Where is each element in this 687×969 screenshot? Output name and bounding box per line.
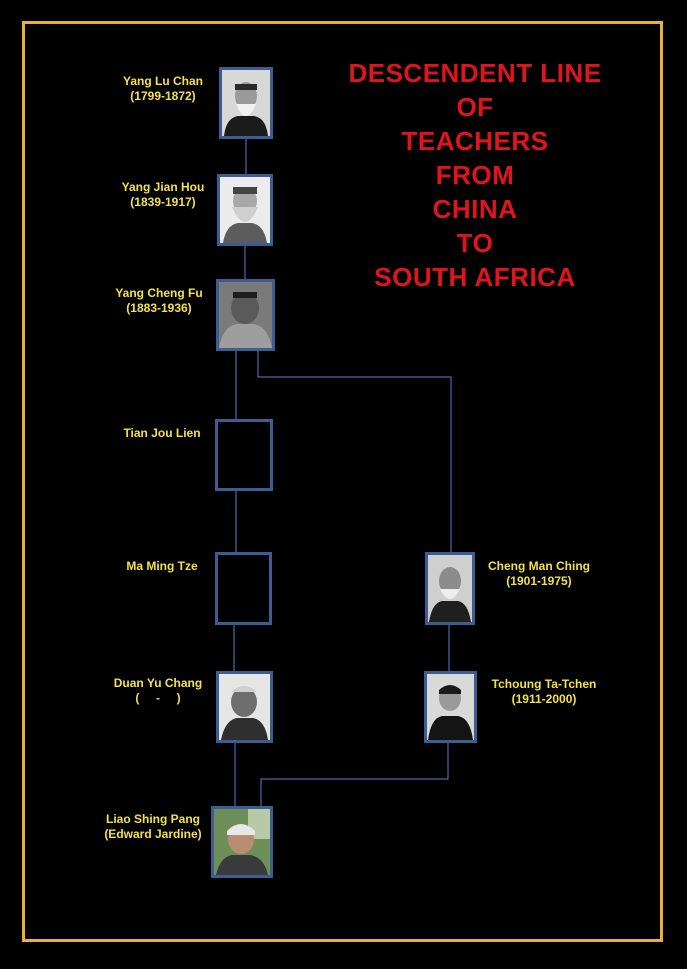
teacher-dates: (1799-1872) bbox=[130, 89, 196, 103]
teacher-label-yang-lu-chan bbox=[106, 74, 220, 104]
portrait-liao-shing-pang bbox=[211, 806, 273, 878]
teacher-name: Yang Lu Chan bbox=[122, 74, 203, 88]
teacher-name: Tian Jou Lien bbox=[123, 426, 201, 440]
teacher-dates: (1839-1917) bbox=[130, 195, 196, 209]
portrait-duan-yu-chang bbox=[216, 671, 273, 743]
teacher-label-yang-cheng-fu bbox=[106, 286, 212, 316]
teacher-label-duan-yu-chang bbox=[106, 676, 210, 706]
teacher-label-yang-jian-hou bbox=[106, 180, 220, 210]
portrait-photo-icon bbox=[427, 674, 474, 740]
portrait-tchoung-ta-tchen bbox=[424, 671, 477, 743]
teacher-name: Tchoung Ta-Tchen bbox=[491, 677, 597, 691]
title-line: SOUTH AFRICA bbox=[374, 262, 576, 292]
portrait-yang-jian-hou bbox=[217, 174, 273, 246]
portrait-photo-icon bbox=[214, 809, 270, 875]
portrait-photo-icon bbox=[222, 70, 270, 136]
teacher-dates: (1883-1936) bbox=[126, 301, 192, 315]
portrait-photo-icon bbox=[220, 177, 270, 243]
teacher-name: Cheng Man Ching bbox=[488, 559, 590, 573]
diagram-title bbox=[310, 56, 640, 294]
teacher-dates: (1901-1975) bbox=[506, 574, 572, 588]
title-line: TO bbox=[456, 228, 494, 258]
portrait-photo-icon bbox=[428, 555, 472, 622]
title-line: CHINA bbox=[432, 194, 518, 224]
teacher-label-liao-shing-pang bbox=[96, 812, 210, 842]
teacher-label-tchoung-ta-tchen bbox=[482, 677, 606, 707]
teacher-name: Duan Yu Chang bbox=[113, 676, 203, 690]
portrait-cheng-man-ching bbox=[425, 552, 475, 625]
title-line: FROM bbox=[435, 160, 515, 190]
teacher-dates: (1911-2000) bbox=[511, 692, 577, 706]
teacher-dates: (Edward Jardine) bbox=[104, 827, 202, 841]
portrait-yang-lu-chan bbox=[219, 67, 273, 139]
title-line: OF bbox=[456, 92, 494, 122]
title-line: TEACHERS bbox=[401, 126, 549, 156]
teacher-name: Yang Jian Hou bbox=[121, 180, 205, 194]
connector-tchoung-to-liao bbox=[261, 743, 448, 806]
teacher-label-cheng-man-ching bbox=[482, 559, 596, 589]
empty-portrait-frame-ma-ming-tze bbox=[215, 552, 272, 625]
title-line: DESCENDENT LINE bbox=[348, 58, 602, 88]
connector-cheng-fu-to-cheng-man-ching bbox=[258, 351, 451, 552]
portrait-photo-icon bbox=[219, 674, 270, 740]
portrait-yang-cheng-fu bbox=[216, 279, 275, 351]
portrait-photo-icon bbox=[219, 282, 272, 348]
teacher-dates: ( - ) bbox=[135, 691, 181, 705]
teacher-name: Ma Ming Tze bbox=[126, 559, 198, 573]
teacher-label-tian-jou-lien bbox=[112, 426, 212, 441]
empty-portrait-frame-tian-jou-lien bbox=[215, 419, 273, 491]
teacher-label-ma-ming-tze bbox=[112, 559, 212, 574]
teacher-name: Yang Cheng Fu bbox=[115, 286, 203, 300]
teacher-name: Liao Shing Pang bbox=[105, 812, 200, 826]
